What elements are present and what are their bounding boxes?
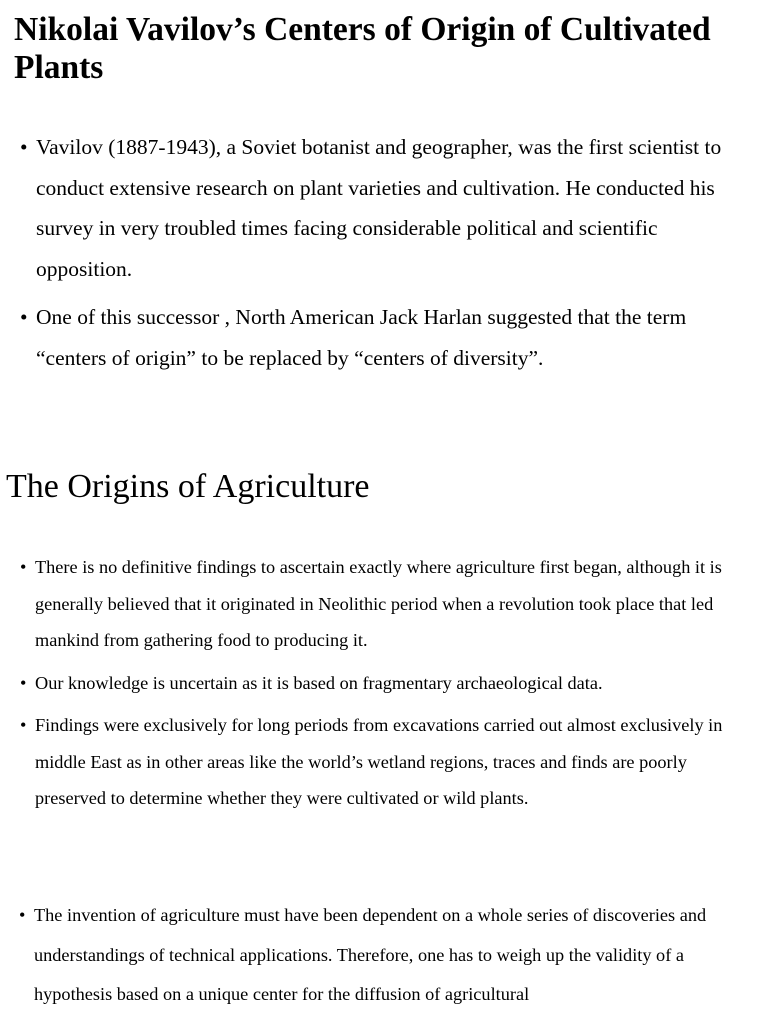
list-item [20,707,747,817]
bullet-icon: • [20,305,28,329]
bullet-icon: • [20,557,27,577]
list-item [20,665,747,702]
bullet-icon: • [20,715,27,735]
list-item [19,896,734,1015]
list-item-text: Our knowledge is uncertain as it is based on fragmentary archaeological data. [35,672,603,693]
bullet-list [19,896,734,1015]
list-item-text: One of this successor , North American Jack Harlan suggested that the term “centers of origin” to be replaced by “centers of diversity”. [36,305,687,370]
list-item [20,127,748,289]
bullet-list [20,127,748,386]
bullet-icon: • [19,905,26,925]
section-title: The Origins of Agriculture [6,468,370,505]
bullet-icon: • [20,135,28,159]
list-item [20,549,747,659]
list-item-text: The invention of agriculture must have been dependent on a whole series of discoveries and understandings of technical applications. Therefore, one has to weigh up the validity of a hypothesis based on a unique center for the diffusion of agricultural [34,905,707,1004]
page-title: Nikolai Vavilov’s Centers of Origin of Cultivated Plants [14,11,711,86]
bullet-list [20,549,747,823]
list-item [20,297,748,378]
list-item-text: Vavilov (1887-1943), a Soviet botanist and geographer, was the first scientist to conduct extensive research on plant varieties and cultivation. He conducted his survey in very troubled times facing considerable political and scientific opposition. [36,135,722,281]
bullet-icon: • [20,672,27,693]
list-item-text: There is no definitive findings to ascertain exactly where agriculture first began, although it is generally believed that it originated in Neolithic period when a revolution took place that led mankind from gathering food to producing it. [35,557,722,650]
list-item-text: Findings were exclusively for long periods from excavations carried out almost exclusively in middle East as in other areas like the world’s wetland regions, traces and finds are poorly preserved to determine whether they were cultivated or wild plants. [35,715,723,808]
